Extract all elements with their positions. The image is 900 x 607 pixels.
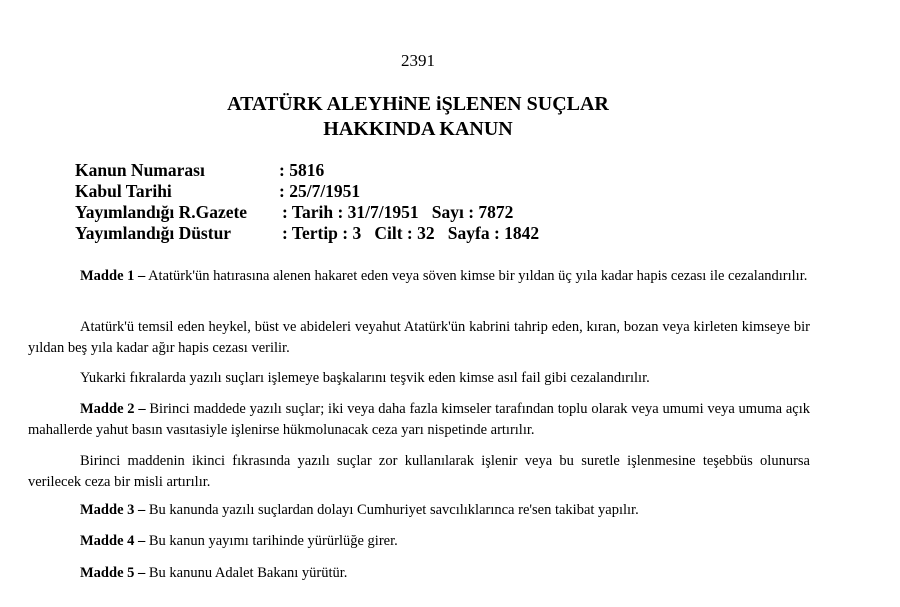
article-1-paragraph-3 [28, 368, 810, 389]
paragraph-text: Atatürk'ü temsil eden heykel, büst ve abideleri veyahut Atatürk'ün kabrini tahrip eden, kıran, bozan veya kirleten kimseye bir yıldan beş yıla kadar ağır hapis cezası verilir. [28, 319, 810, 356]
meta-row-law-number [75, 160, 539, 181]
paragraph-text: Birinci maddede yazılı suçlar; iki veya daha fazla kimseler tarafından toplu olarak veya umumi veya umuma açık mahallerde yahut basın vasıtasiyle işlenirse hükmolunacak ceza yarı nispetinde artırılır. [28, 401, 811, 438]
paragraph-text: Bu kanun yayımı tarihinde yürürlüğe girer. [145, 533, 398, 549]
meta-row-official-gazette [75, 202, 539, 223]
article-2-paragraph-2 [28, 451, 810, 493]
meta-label: Kanun Numarası [75, 160, 205, 180]
meta-row-dustur [75, 223, 539, 244]
paragraph-text: Bu kanunu Adalet Bakanı yürütür. [145, 565, 348, 581]
meta-label: Yayımlandığı Düstur [75, 223, 232, 243]
article-1-paragraph-2 [28, 317, 810, 359]
article-heading: Madde 3 – [80, 502, 146, 518]
paragraph-text: Yukarki fıkralarda yazılı suçları işlemeye başkalarını teşvik eden kimse asıl fail gibi cezalandırılır. [80, 370, 650, 386]
article-heading: Madde 2 – [80, 401, 146, 417]
law-title-line-1: ATATÜRK ALEYHiNE iŞLENEN SUÇLAR [227, 93, 609, 115]
law-title-line-2: HAKKINDA KANUN [323, 118, 513, 140]
meta-value: : Tarih : 31/7/1951 Sayı : 7872 [282, 202, 514, 222]
meta-label: Kabul Tarihi [75, 181, 172, 201]
article-heading: Madde 1 – [80, 268, 146, 284]
article-2-paragraph-1 [28, 399, 810, 441]
article-heading: Madde 4 – [80, 533, 146, 549]
article-4 [28, 531, 810, 552]
law-metadata [75, 160, 539, 244]
article-5 [28, 563, 810, 584]
meta-value: : 5816 [279, 160, 325, 180]
paragraph-text: Birinci maddenin ikinci fıkrasında yazılı suçlar zor kullanılarak işlenir veya bu suretle işlenmesine teşebbüs olunursa verilecek ceza bir misli artırılır. [28, 453, 810, 490]
article-1-paragraph-1 [28, 266, 810, 287]
meta-row-acceptance-date [75, 181, 539, 202]
paragraph-text: Bu kanunda yazılı suçlardan dolayı Cumhuriyet savcılıklarınca re'sen takibat yapılır. [145, 502, 639, 518]
paragraph-text: Atatürk'ün hatırasına alenen hakaret eden veya söven kimse bir yıldan üç yıla kadar hapis cezası ile cezalandırılır. [145, 268, 808, 284]
page-number: 2391 [401, 51, 435, 70]
article-3 [28, 500, 810, 521]
article-heading: Madde 5 – [80, 565, 146, 581]
meta-label: Yayımlandığı R.Gazete [75, 202, 248, 222]
meta-value: : Tertip : 3 Cilt : 32 Sayfa : 1842 [282, 223, 540, 243]
meta-value: : 25/7/1951 [279, 181, 361, 201]
